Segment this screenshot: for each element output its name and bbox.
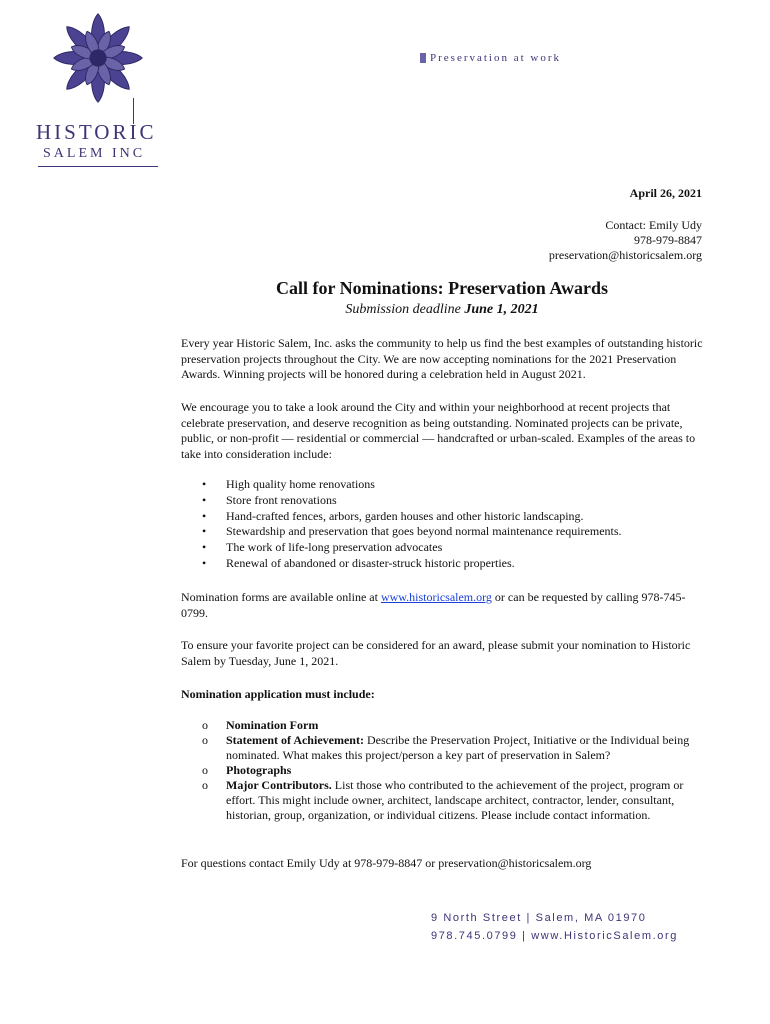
deadline-date: June 1, 2021 [464, 302, 539, 317]
website-link[interactable]: www.historicsalem.org [380, 590, 492, 604]
consideration-list [181, 477, 701, 572]
page-title: Call for Nominations: Preservation Awards [276, 278, 608, 298]
encourage-paragraph: We encourage you to take a look around the City and within your neighborhood at recent projects that celebrate preservation, and deserve recognition as being outstanding. Nominated projects can be private, public, or non-profit — residential or commercial — handcrafted or urban-scaled. Examples of the areas to take into consideration include: [181, 400, 696, 461]
letter-date: April 26, 2021 [629, 186, 702, 200]
logo-subtitle: SALEM INC [43, 146, 146, 161]
list-item: • Stewardship and preservation that goes beyond normal maintenance requirements. [202, 524, 622, 539]
footer-phone-web: 978.745.0799 | www.HistoricSalem.org [431, 930, 678, 942]
forms-paragraph: Nomination forms are available online at www.historicsalem.org or can be requested by calling 978-745-0799. [181, 590, 686, 620]
questions-paragraph: For questions contact Emily Udy at 978-979-8847 or preservation@historicsalem.org [181, 856, 592, 870]
submission-deadline [0, 302, 770, 318]
deadline-label: Submission deadline [345, 302, 465, 317]
flower-logo-icon [50, 8, 146, 108]
logo-title: HISTORIC [36, 120, 157, 144]
submit-paragraph: To ensure your favorite project can be considered for an award, please submit your nomination to Historic Salem by Tuesday, June 1, 2021. [181, 638, 691, 668]
tagline-mark-icon [420, 53, 426, 63]
list-item: o Major Contributors. List those who contributed to the achievement of the project, program or effort. This might include owner, architect, landscape architect, contractor, lender, consultant, historian, group, organization, or individual citizens. Please include contact information. [202, 778, 684, 822]
contact-phone: 978-979-8847 [634, 233, 702, 247]
historic-salem-logo [36, 8, 160, 168]
list-item: o Nomination Form [202, 718, 319, 732]
requirements-heading: Nomination application must include: [181, 687, 375, 701]
list-item: • Hand-crafted fences, arbors, garden houses and other historic landscaping. [202, 508, 584, 523]
list-item: • The work of life-long preservation advocates [202, 540, 443, 555]
list-item: • Renewal of abandoned or disaster-struck historic properties. [202, 555, 515, 570]
intro-paragraph: Every year Historic Salem, Inc. asks the community to help us find the best examples of outstanding historic preservation projects throughout the City. We are now accepting nominations for the 2021 Preservation Awards. Winning projects will be honored during a celebration held in August 2021. [181, 336, 703, 381]
tagline [420, 52, 561, 64]
tagline-text: Preservation at work [430, 52, 562, 64]
list-item: o Photographs [202, 763, 292, 777]
list-item: o Statement of Achievement: Describe the Preservation Project, Initiative or the Individual being nominated. What makes this project/person a key part of preservation in Salem? [202, 733, 690, 762]
requirements-list [181, 718, 701, 823]
logo-divider [38, 166, 158, 167]
contact-block [549, 218, 702, 263]
contact-name: Contact: Emily Udy [605, 218, 702, 232]
list-item: • High quality home renovations [202, 477, 375, 491]
contact-email: preservation@historicsalem.org [548, 248, 702, 262]
footer-address: 9 North Street | Salem, MA 01970 [431, 912, 647, 924]
list-item: • Store front renovations [202, 492, 337, 507]
